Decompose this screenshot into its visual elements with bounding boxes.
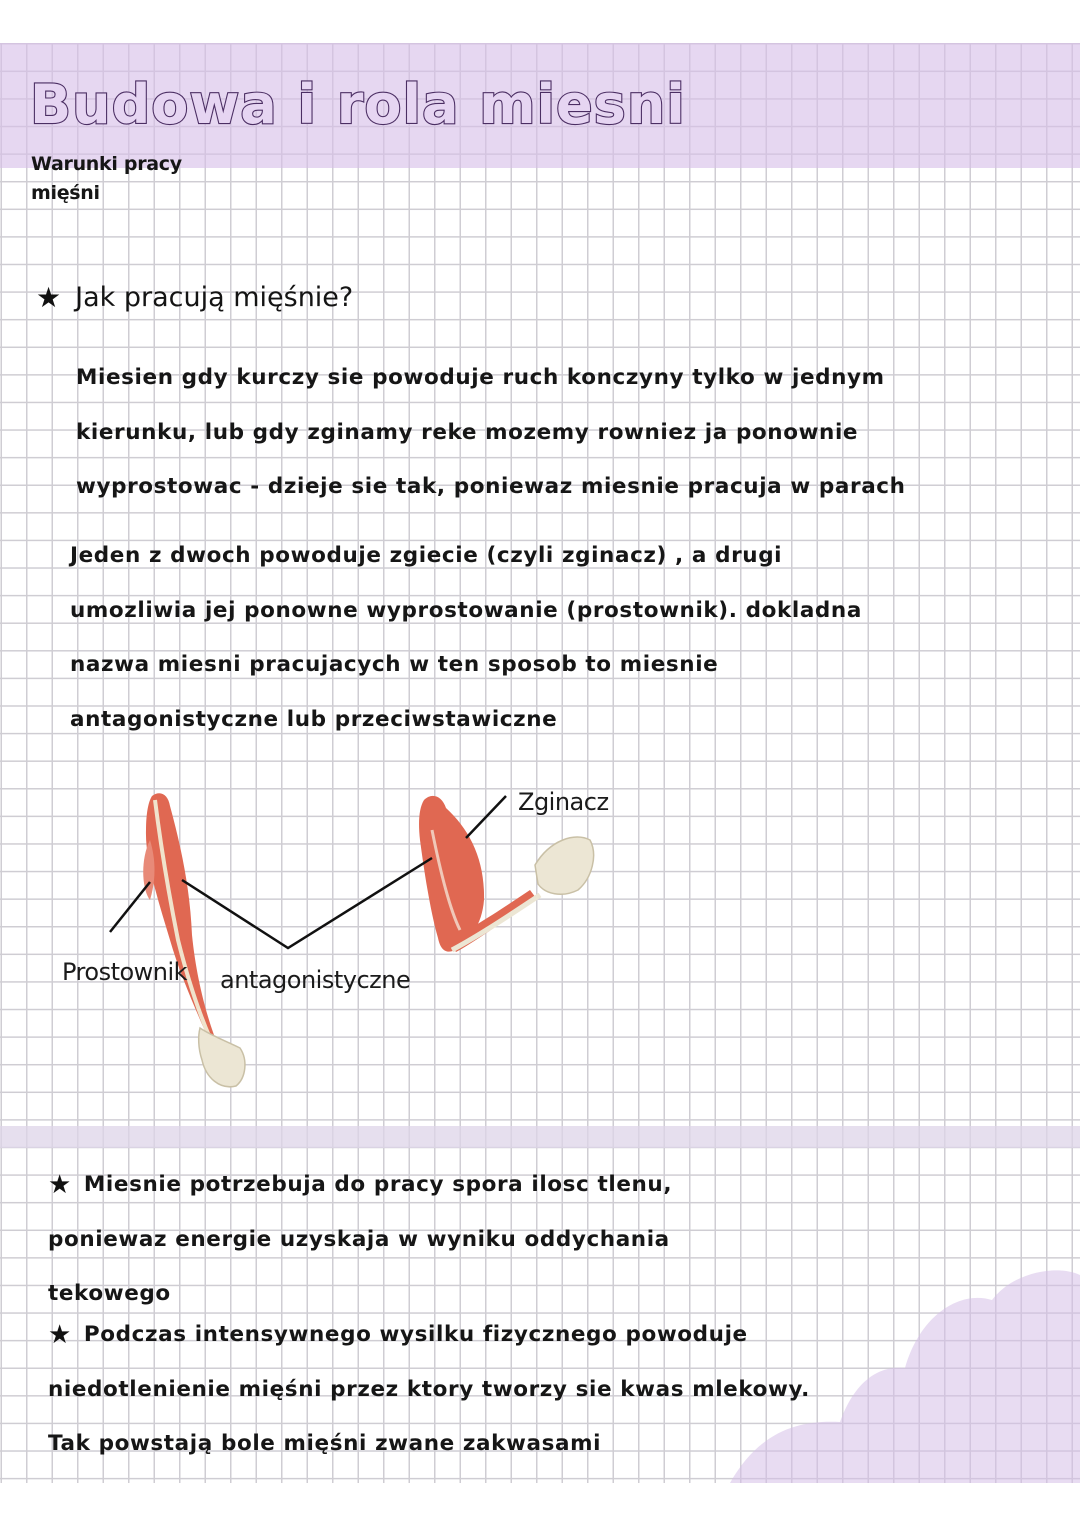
page-subtitle xyxy=(31,150,182,208)
star-icon: ★ xyxy=(36,280,62,314)
bent-arm-icon xyxy=(419,796,594,952)
pointer-line-extensor xyxy=(110,882,150,932)
section-heading xyxy=(36,282,353,313)
paragraph-antagonistic xyxy=(70,529,862,747)
text-line: wyprostowac - dzieje sie tak, poniewaz miesnie pracuja w parach xyxy=(76,474,906,499)
text-line xyxy=(48,1308,810,1363)
text-line: antagonistyczne lub przeciwstawiczne xyxy=(70,706,558,732)
text-line: umozliwia jej ponowne wyprostowanie (prostownik). dokladna xyxy=(70,597,862,623)
bullet-lactic-acid xyxy=(48,1308,810,1472)
label-flexor: Zginacz xyxy=(518,788,609,816)
text-line: Tak powstają bole mięśni zwane zakwasami xyxy=(48,1431,602,1456)
text-line: nazwa miesni pracujacych w ten sposob to miesnie xyxy=(70,652,719,677)
text-line: poniewaz energie uzyskaja w wyniku oddychania xyxy=(48,1226,670,1252)
text-line: tekowego xyxy=(48,1281,171,1306)
straight-arm-icon xyxy=(143,793,245,1087)
label-extensor: Prostownik xyxy=(62,958,188,986)
bullet-oxygen xyxy=(48,1158,672,1322)
text-line: Jeden z dwoch powoduje zgiecie (czyli zginacz) , a drugi xyxy=(70,543,783,568)
pointer-line-flexor xyxy=(466,796,506,838)
pointer-line-antagonistic xyxy=(182,858,432,948)
star-icon: ★ xyxy=(48,1170,72,1200)
text-line: niedotlenienie mięśni przez ktory tworzy sie kwas mlekowy. xyxy=(48,1376,810,1402)
section-heading-text: Jak pracują mięśnie? xyxy=(75,282,354,313)
subtitle-line: mięśni xyxy=(31,182,100,204)
bullet-text: Miesnie potrzebuja do pracy spora ilosc tlenu, xyxy=(83,1172,673,1197)
section-divider-band xyxy=(0,1126,1080,1148)
text-line: Miesien gdy kurczy sie powoduje ruch konczyny tylko w jednym xyxy=(76,365,885,390)
text-line xyxy=(48,1158,672,1213)
text-line: kierunku, lub gdy zginamy reke mozemy rowniez ja ponownie xyxy=(76,419,859,445)
arm-muscle-diagram xyxy=(0,760,700,1100)
subtitle-line: Warunki pracy xyxy=(31,153,182,175)
label-antagonistic: antagonistyczne xyxy=(220,966,411,994)
star-icon: ★ xyxy=(48,1320,72,1350)
bullet-text: Podczas intensywnego wysilku fizycznego powoduje xyxy=(83,1322,748,1347)
paragraph-muscle-movement xyxy=(76,351,906,515)
page-title: Budowa i rola miesni xyxy=(30,73,686,136)
